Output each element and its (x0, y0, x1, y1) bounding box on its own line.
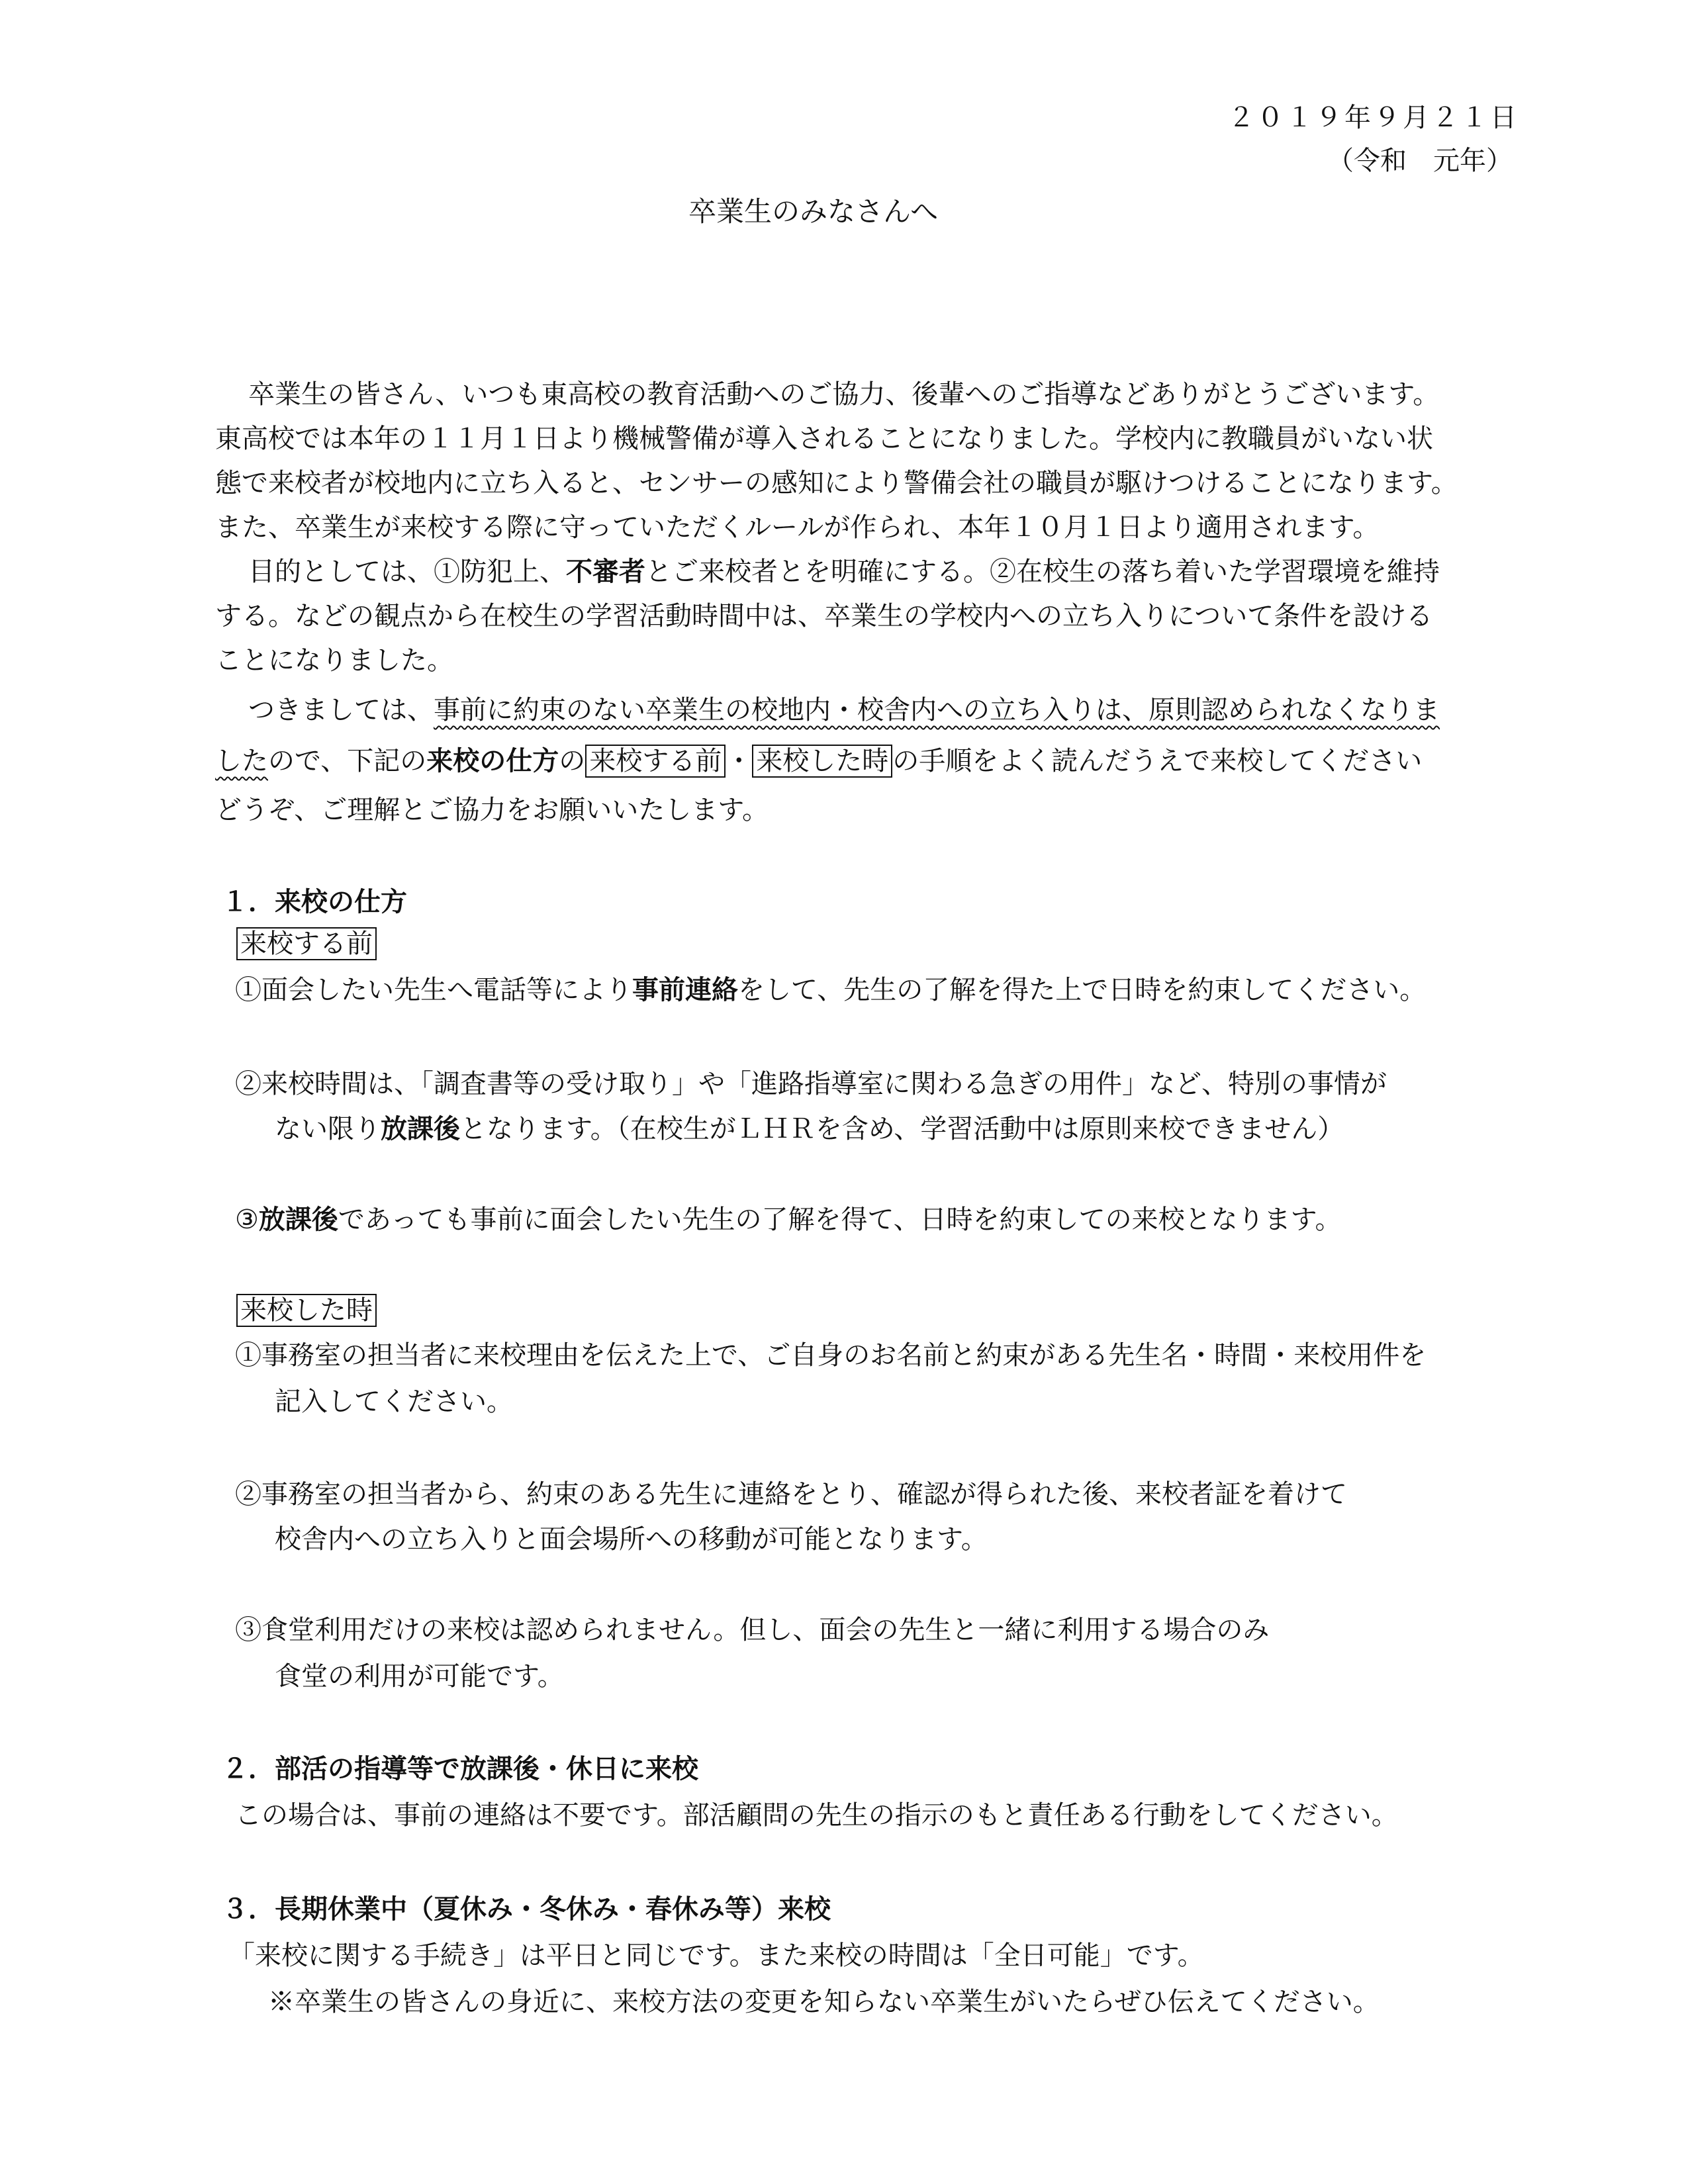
document-era: （令和 元年） (1327, 146, 1513, 176)
before-visit-box: 来校する前 (236, 927, 377, 960)
list-item: ②来校時間は、「調査書等の受け取り」や「進路指導室に関わる急ぎの用件」など、特別の事情が (235, 1069, 1387, 1099)
notice-text: ので、下記の (268, 746, 427, 776)
list-text: をして、先生の了解を得た上で日時を約束してください。 (738, 975, 1427, 1005)
suspicious-person-emphasis: 不審者 (566, 556, 645, 587)
intro-line: 東高校では本年の１１月１日より機械警備が導入されることになりました。学校内に教職員がいない状 (215, 424, 1433, 454)
purpose-line: する。などの観点から在校生の学習活動時間中は、卒業生の学校内への立ち入りについて条件を設ける (215, 601, 1433, 631)
list-item (235, 972, 1426, 1009)
notice-text: ・ (726, 746, 753, 776)
before-visit-label (236, 925, 377, 962)
notice-text: の (559, 746, 586, 776)
intro-line: また、卒業生が来校する際に守っていただくルールが作られ、本年１０月１日より適用されます。 (215, 512, 1380, 543)
purpose-line: ことになりました。 (215, 645, 453, 676)
after-arrival-box: 来校した時 (236, 1294, 377, 1327)
list-text: ①面会したい先生へ電話等により (235, 975, 632, 1005)
restriction-notice: 事前に約束のない卒業生の校地内・校舎内への立ち入りは、原則認められなくなりま (434, 695, 1440, 725)
section-heading: １．来校の仕方 (222, 886, 407, 917)
list-item-cont: 記入してください。 (275, 1387, 513, 1417)
purpose-text: とご来校者とを明確にする。②在校生の落ち着いた学習環境を維持 (645, 557, 1440, 587)
list-item: ①事務室の担当者に来校理由を伝えた上で、ご自身のお名前と約束がある先生名・時間・来校用件を (235, 1340, 1427, 1371)
section-body: この場合は、事前の連絡は不要です。部活顧問の先生の指示のもと責任ある行動をしてください。 (235, 1800, 1398, 1831)
purpose-text: 目的としては、①防犯上、 (248, 557, 566, 587)
visit-method-emphasis: 来校の仕方 (426, 745, 559, 776)
purpose-line (248, 553, 1440, 590)
list-text: ない限り (275, 1114, 381, 1144)
intro-line: 態で来校者が校地内に立ち入ると、センサーの感知により警備会社の職員が駆けつけることになります。 (215, 468, 1458, 498)
after-arrival-box: 来校した時 (752, 745, 892, 778)
after-school-emphasis: 放課後 (381, 1113, 460, 1144)
intro-line: 卒業生の皆さん、いつも東高校の教育活動へのご協力、後輩へのご指導などありがとうございます。 (248, 379, 1440, 410)
notice-line (215, 743, 1422, 780)
after-school-emphasis: 放課後 (258, 1204, 338, 1235)
list-text: となります。（在校生がＬＨＲを含め、学習活動中は原則来校できません） (460, 1114, 1344, 1144)
restriction-notice: した (215, 746, 268, 776)
advance-contact-emphasis: 事前連絡 (632, 974, 738, 1005)
list-item-cont (275, 1111, 1344, 1148)
notice-line: どうぞ、ご理解とご協力をお願いいたします。 (215, 795, 769, 825)
list-item: ③食堂利用だけの来校は認められません。但し、面会の先生と一緒に利用する場合のみ (235, 1615, 1270, 1645)
section-note: ※卒業生の皆さんの身近に、来校方法の変更を知らない卒業生がいたらぜひ伝えてください。 (268, 1987, 1380, 2017)
list-text: ③ (235, 1205, 259, 1235)
notice-text: の手順をよく読んだうえで来校してください (892, 746, 1423, 776)
list-item: ②事務室の担当者から、約束のある先生に連絡をとり、確認が得られた後、来校者証を着けて (235, 1479, 1347, 1510)
before-visit-box: 来校する前 (585, 745, 726, 778)
list-item-cont: 食堂の利用が可能です。 (275, 1661, 564, 1692)
document-title: 卒業生のみなさんへ (688, 195, 939, 228)
list-text: であっても事前に面会したい先生の了解を得て、日時を約束しての来校となります。 (338, 1205, 1342, 1235)
section-heading: ３．長期休業中（夏休み・冬休み・春休み等）来校 (222, 1893, 831, 1925)
after-arrival-label (236, 1292, 377, 1329)
list-item (235, 1201, 1341, 1238)
document-date: ２０１９年９月２１日 (1228, 103, 1519, 133)
list-item-cont: 校舎内への立ち入りと面会場所への移動が可能となります。 (275, 1524, 988, 1555)
section-body: 「来校に関する手続き」は平日と同じです。また来校の時間は「全日可能」です。 (228, 1940, 1204, 1971)
notice-text: つきましては、 (248, 695, 434, 725)
section-heading: ２．部活の指導等で放課後・休日に来校 (222, 1753, 698, 1784)
notice-line (248, 692, 1440, 729)
